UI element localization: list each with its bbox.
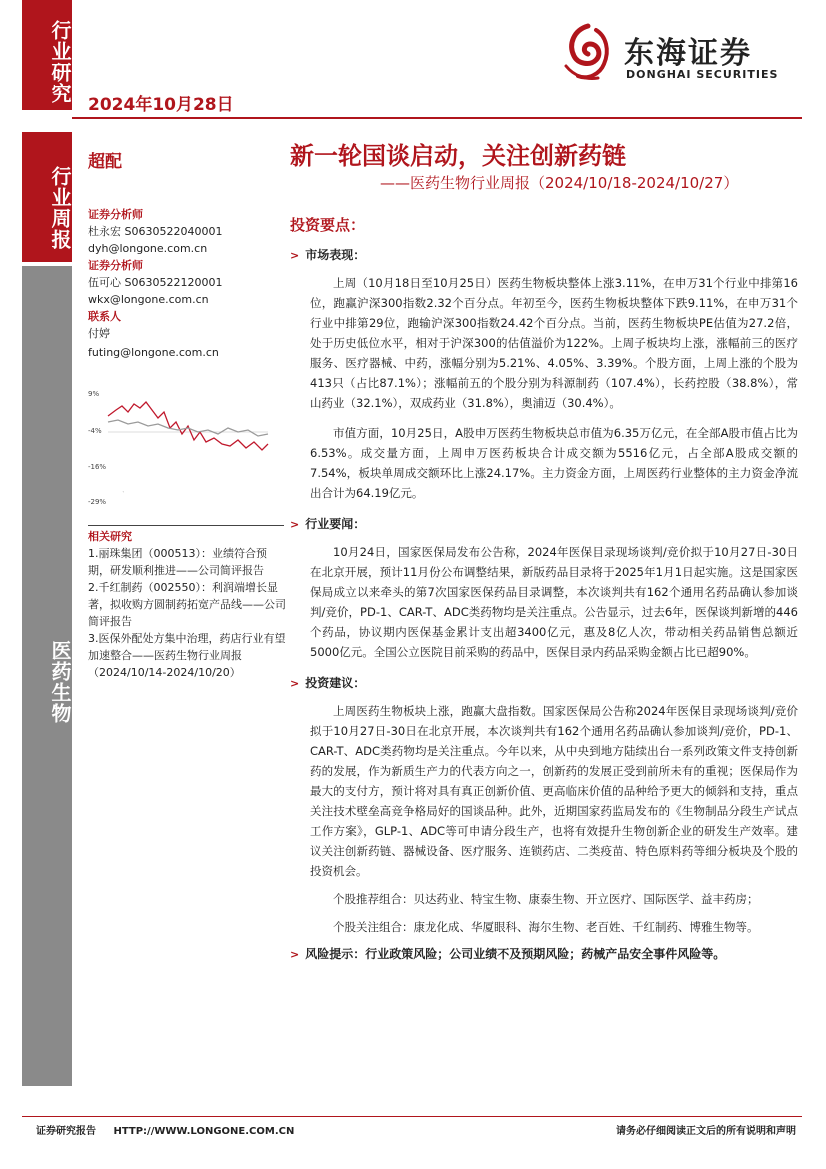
- related-item-1[interactable]: 1.丽珠集团（000513）：业绩符合预期，研发顺利推进——公司简评报告: [88, 547, 267, 577]
- market-para-2: 市值方面，10月25日，A股申万医药生物板块总市值为6.35万亿元，在全部A股市值占比为6.53%。成交量方面，上周申万医药板块合计成交额为5516亿元，占全部A股成交额的7.54%，板块单周成交额环比上涨24.17%。主力资金方面，上周医药行业整体的主力资金净流出合计为64.19亿元。: [310, 426, 798, 500]
- contact-name: 付婷: [88, 327, 110, 340]
- section-market-heading: 市场表现：: [305, 248, 366, 262]
- analyst-1-email[interactable]: dyh@longone.com.cn: [88, 242, 208, 255]
- arrow-icon: >: [290, 677, 300, 690]
- report-title: 新一轮国谈启动，关注创新药链: [290, 142, 626, 170]
- side-tab-weekly: [22, 132, 72, 262]
- footer-disclaimer: 请务必仔细阅读正文后的所有说明和声明: [616, 1126, 796, 1137]
- risk-warning: [290, 945, 798, 962]
- performance-chart: [88, 382, 278, 522]
- related-item-2[interactable]: 2.千红制药（002550）：利润端增长显著，拟收购方圆制药拓宽产品线——公司简评报告: [88, 581, 286, 628]
- brand-name-en: DONGHAI SECURITIES: [626, 68, 779, 81]
- header-divider: [72, 117, 802, 119]
- analyst-2-label: 证券分析师: [88, 259, 143, 272]
- arrow-icon: >: [290, 249, 300, 262]
- y-tick-3: -16%: [88, 463, 107, 471]
- advice-para-1: 上周医药生物板块上涨，跑赢大盘指数。国家医保局公告称2024年医保目录现场谈判/竞价拟于10月27日-30日在北京开展，本次谈判共有162个通用名药品确认参加谈判/竞价，PD-1、CAR-T、ADC类药物均是关注重点。今年以来，从中央到地方陆续出台一系列政策文件支持创新药的发展，作为新质生产力的代表方向之一，创新药的发展正受到前所未有的重视；医保局作为最大的支付方，预计将对具有真正创新价值、更高临床价值的品种给予更大的倾斜和支持，重点关注技术壁垒高竞争格局好的国谈品种。此外，近期国家药监局发布的《生物制品分段生产试点工作方案》，GLP-1、ADC等可申请分段生产，也将有效提升生物创新企业的研发生产效率。建议关注创新药链、器械设备、医疗服务、连锁药店、二类疫苗、特色原料药等细分板块及个股的投资机会。: [310, 704, 798, 878]
- analyst-1-label: 证券分析师: [88, 208, 143, 221]
- dragon-logo-icon: [560, 22, 616, 84]
- series-benchmark-line: [108, 420, 268, 436]
- brand-logo: [560, 22, 800, 92]
- y-tick-4: -29%: [88, 498, 107, 506]
- footer-label: 证券研究报告: [36, 1126, 96, 1137]
- main-body: [290, 246, 798, 962]
- risk-text: 风险提示：行业政策风险；公司业绩不及预期风险；药械产品安全事件风险等。: [305, 947, 726, 961]
- section-advice: [290, 674, 798, 937]
- side-tab-weekly-label: 行业周报: [48, 166, 72, 250]
- rating: 超配: [88, 152, 122, 172]
- sidebar-divider: [88, 525, 284, 526]
- svg-text:·: ·: [120, 489, 127, 496]
- analyst-1-name: 杜永宏 S0630522040001: [88, 225, 223, 238]
- advice-recommend: 个股推荐组合：贝达药业、特宝生物、康泰生物、开立医疗、国际医学、益丰药房；: [333, 892, 759, 906]
- footer-divider: [22, 1116, 802, 1117]
- related-item-3[interactable]: 3.医保外配处方集中治理，药店行业有望加速整合——医药生物行业周报（2024/10/14-2024/10/20）: [88, 632, 286, 679]
- related-research-label: 相关研究: [88, 530, 132, 543]
- side-tab-industry: [22, 266, 72, 1086]
- analyst-block: [88, 206, 288, 361]
- footer-left: [36, 1122, 294, 1137]
- y-tick-2: -4%: [88, 427, 102, 435]
- contact-email[interactable]: futing@longone.com.cn: [88, 346, 219, 359]
- report-subtitle: ——医药生物行业周报（2024/10/18-2024/10/27）: [380, 174, 739, 192]
- arrow-icon: >: [290, 948, 300, 961]
- brand-name-cn: 东海证券: [624, 36, 752, 71]
- advice-watch: 个股关注组合：康龙化成、华厦眼科、海尔生物、老百姓、千红制药、博雅生物等。: [333, 920, 759, 934]
- section-advice-heading: 投资建议：: [305, 676, 366, 690]
- side-tab-industry-label: 医药生物: [48, 640, 72, 724]
- market-para-1: 上周（10月18日至10月25日）医药生物板块整体上涨3.11%，在申万31个行业中排第16位，跑赢沪深300指数2.32个百分点。年初至今，医药生物板块整体下跌9.11%，在申万31个行业中排第29位，跑输沪深300指数24.42个百分点。当前，医药生物板块PE估值为27.2倍，处于历史低位水平，相对于沪深300的估值溢价为122%。上周子板块均上涨，涨幅前三的医疗服务、医疗器械、中药，涨幅分别为5.21%、4.05%、3.39%。个股方面，上周上涨的个股为413只（占比87.1%）；涨幅前五的个股分别为科源制药（107.4%），长药控股（38.8%），常山药业（32.1%），双成药业（31.8%），奥浦迈（30.4%）。: [310, 276, 798, 410]
- related-research: [88, 528, 288, 681]
- analyst-2-name: 伍可心 S0630522120001: [88, 276, 223, 289]
- contact-label: 联系人: [88, 310, 121, 323]
- section-news-heading: 行业要闻：: [305, 517, 366, 531]
- report-type-label: 行业研究: [48, 20, 72, 104]
- footer-url[interactable]: HTTP://WWW.LONGONE.COM.CN: [113, 1126, 295, 1137]
- section-market: [290, 246, 798, 503]
- section-news: [290, 515, 798, 662]
- report-date: 2024年10月28日: [88, 95, 234, 115]
- report-type-tab: [22, 0, 72, 110]
- analyst-2-email[interactable]: wkx@longone.com.cn: [88, 293, 209, 306]
- news-para-1: 10月24日，国家医保局发布公告称，2024年医保目录现场谈判/竞价拟于10月27日-30日在北京开展，预计11月份公布调整结果，新版药品目录将于2025年1月1日起实施。这是国家医保局成立以来牵头的第7次国家医保药品目录调整，本次谈判共有162个通用名药品确认参加谈判/竞价，PD-1、CAR-T、ADC类药物均是关注重点。公告显示，过去6年，医保谈判新增的446个药品，协议期内医保基金累计支出超3400亿元，惠及8亿人次，带动相关药品销售总额近5000亿元。全国公立医院目前采购的药品中，医保目录内药品采购金额占比已超90%。: [310, 545, 798, 659]
- series-industry-line: [108, 402, 268, 450]
- key-points-heading: 投资要点：: [290, 216, 366, 234]
- arrow-icon: >: [290, 518, 300, 531]
- y-tick-1: 9%: [88, 390, 100, 398]
